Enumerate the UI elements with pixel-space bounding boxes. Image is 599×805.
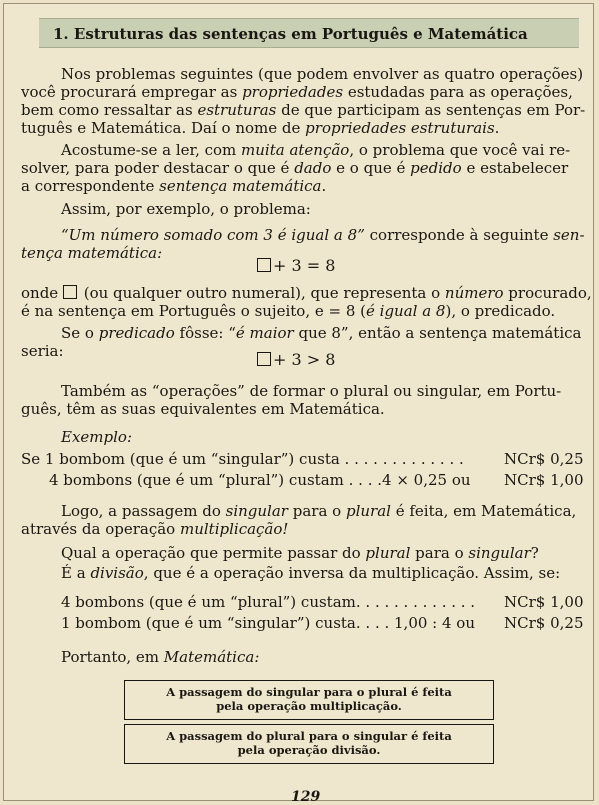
placeholder-square-icon: [257, 352, 271, 366]
p5-line1: onde (ou qualquer outro numeral), que representa o número procurado,: [21, 284, 592, 302]
p2-line3: a correspondente sentença matemática.: [21, 177, 327, 195]
rule-2-line-1: A passagem do plural para o singular é feita: [166, 729, 452, 743]
example-line-1-value: NCr$ 0,25: [504, 450, 584, 468]
example-line-4: 1 bombom (que é um “singular”) custa. . . . 1,00 : 4 ou: [61, 614, 476, 632]
equation-2: + 3 > 8: [257, 350, 335, 369]
placeholder-square-icon: [257, 258, 271, 272]
p7-line2: guês, têm as suas equivalentes em Matemática.: [21, 400, 385, 418]
page-number: 129: [291, 789, 321, 805]
placeholder-square-icon: [63, 285, 77, 299]
p9-line2: É a divisão, que é a operação inversa da multiplicação. Assim, se:: [61, 564, 561, 582]
example-label: Exemplo:: [61, 428, 132, 446]
rule-2-line-2: pela operação divisão.: [237, 743, 381, 757]
example-line-2: 4 bombons (que é um “plural”) custam . . . .4 × 0,25 ou: [49, 471, 471, 489]
p6-line1: Se o predicado fôsse: “é maior que 8”, então a sentença matemática: [61, 324, 582, 342]
p1-line4: tuguês e Matemática. Daí o nome de propriedades estruturais.: [21, 119, 500, 137]
example-line-3-value: NCr$ 1,00: [504, 593, 584, 611]
example-line-2-value: NCr$ 1,00: [504, 471, 584, 489]
section-header: [39, 18, 579, 48]
rule-1-line-2: pela operação multiplicação.: [216, 699, 402, 713]
example-line-3: 4 bombons (que é um “plural”) custam. . . . . . . . . . . . .: [61, 593, 476, 611]
p4-line2: tença matemática:: [21, 244, 163, 262]
section-title: 1. Estruturas das sentenças em Português e Matemática: [53, 25, 528, 43]
p8-line2: através da operação multiplicação!: [21, 520, 289, 538]
page: [3, 3, 594, 805]
p2-line2: solver, para poder destacar o que é dado e o que é pedido e estabelecer: [21, 159, 569, 177]
p10-line: Portanto, em Matemática:: [61, 648, 260, 666]
p1-line3: bem como ressaltar as estruturas de que participam as sentenças em Por-: [21, 101, 586, 119]
p7-line1: Também as “operações” de formar o plural ou singular, em Portu-: [61, 382, 562, 400]
p1-line2: você procurará empregar as propriedades estudadas para as operações,: [21, 83, 573, 101]
rule-box-multiplication: [124, 680, 494, 720]
p4-line1: “Um número somado com 3 é igual a 8” corresponde à seguinte sen-: [61, 226, 585, 244]
rule-box-division: [124, 724, 494, 764]
p1-line1: Nos problemas seguintes (que podem envolver as quatro operações): [61, 65, 584, 83]
example-line-4-value: NCr$ 0,25: [504, 614, 584, 632]
equation-1: + 3 = 8: [257, 256, 335, 275]
p3-line: Assim, por exemplo, o problema:: [61, 200, 311, 218]
p9-line1: Qual a operação que permite passar do plural para o singular?: [61, 544, 539, 562]
rule-1-line-1: A passagem do singular para o plural é feita: [166, 685, 452, 699]
p8-line1: Logo, a passagem do singular para o plural é feita, em Matemática,: [61, 502, 577, 520]
example-line-1: Se 1 bombom (que é um “singular”) custa . . . . . . . . . . . . .: [21, 450, 464, 468]
p2-line1: Acostume-se a ler, com muita atenção, o problema que você vai re-: [61, 141, 571, 159]
p5-line2: é na sentença em Português o sujeito, e = 8 (é igual a 8), o predicado.: [21, 302, 556, 320]
p6-line2: seria:: [21, 342, 64, 360]
